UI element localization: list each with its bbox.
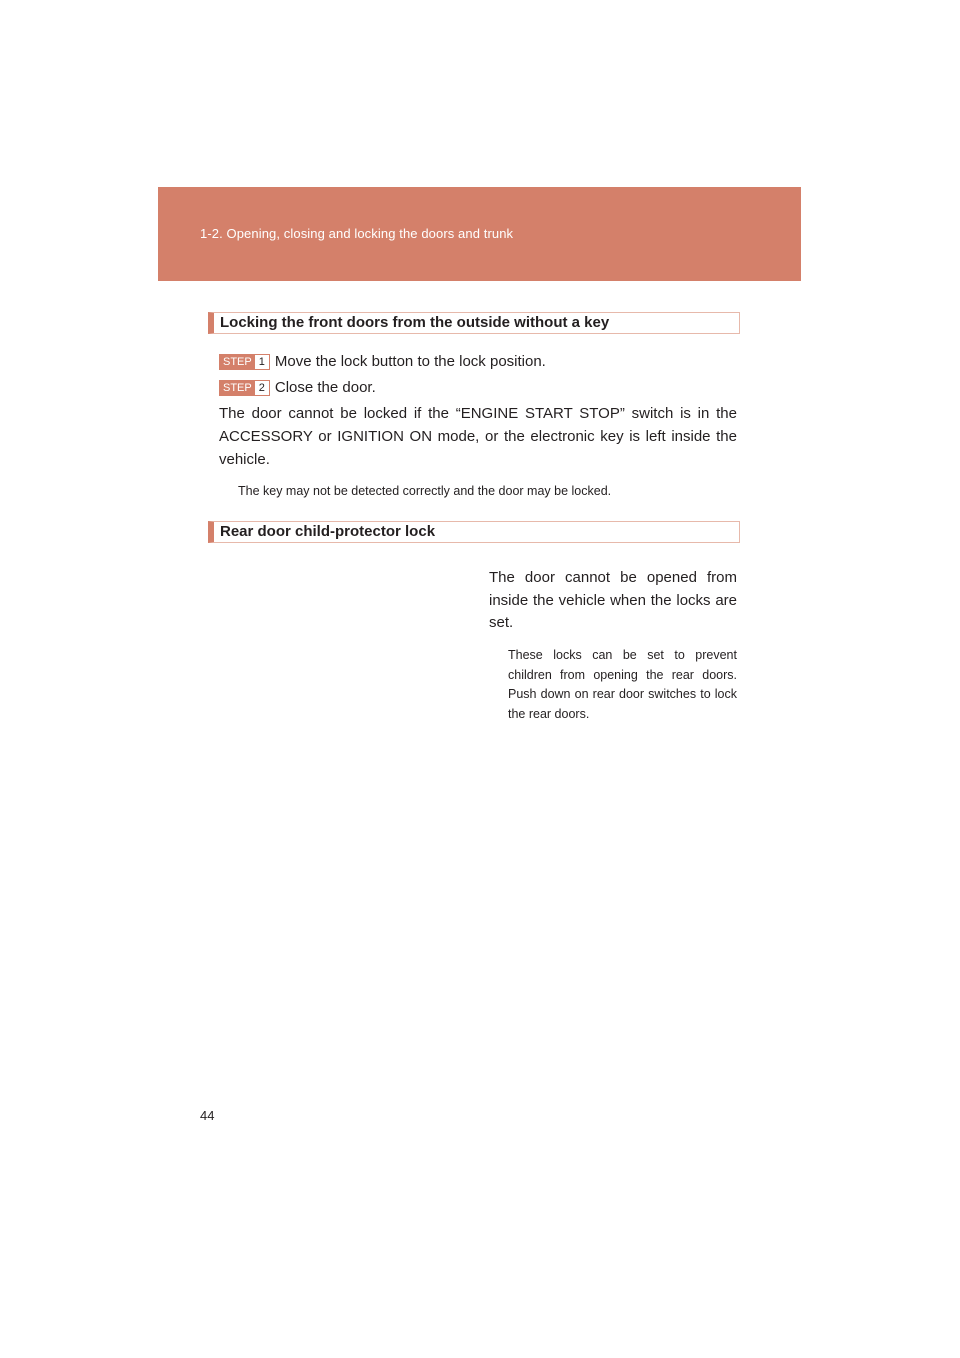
- chapter-title: 1-2. Opening, closing and locking the doors and trunk: [200, 226, 514, 241]
- note-text: These locks can be set to prevent children from opening the rear doors. Push down on rear door switches to lock the rear doors.: [508, 648, 737, 721]
- step-number: 1: [255, 355, 269, 369]
- section-heading-locking-front-doors: [208, 312, 740, 334]
- section-title: Rear door child-protector lock: [220, 523, 436, 540]
- step-1: [219, 353, 546, 370]
- section-title: Locking the front doors from the outside without a key: [220, 314, 610, 331]
- step-badge: [219, 354, 270, 370]
- step-number: 2: [255, 381, 269, 395]
- step-2: [219, 379, 376, 396]
- section-heading-child-protector-lock: [208, 521, 740, 543]
- step-text: Close the door.: [274, 379, 376, 396]
- step-label: STEP: [220, 381, 255, 395]
- note-text: The key may not be detected correctly and the door may be locked.: [238, 484, 612, 498]
- step-badge: [219, 380, 270, 396]
- page-number: 44: [200, 1108, 215, 1123]
- body-paragraph: The door cannot be opened from inside the vehicle when the locks are set.: [489, 569, 737, 631]
- step-text: Move the lock button to the lock position.: [274, 353, 546, 370]
- chapter-header: [158, 187, 801, 281]
- body-paragraph: The door cannot be locked if the “ENGINE START STOP” switch is in the ACCESSORY or IGNITION ON mode, or the electronic key is left inside the vehicle.: [219, 405, 737, 468]
- step-label: STEP: [220, 355, 255, 369]
